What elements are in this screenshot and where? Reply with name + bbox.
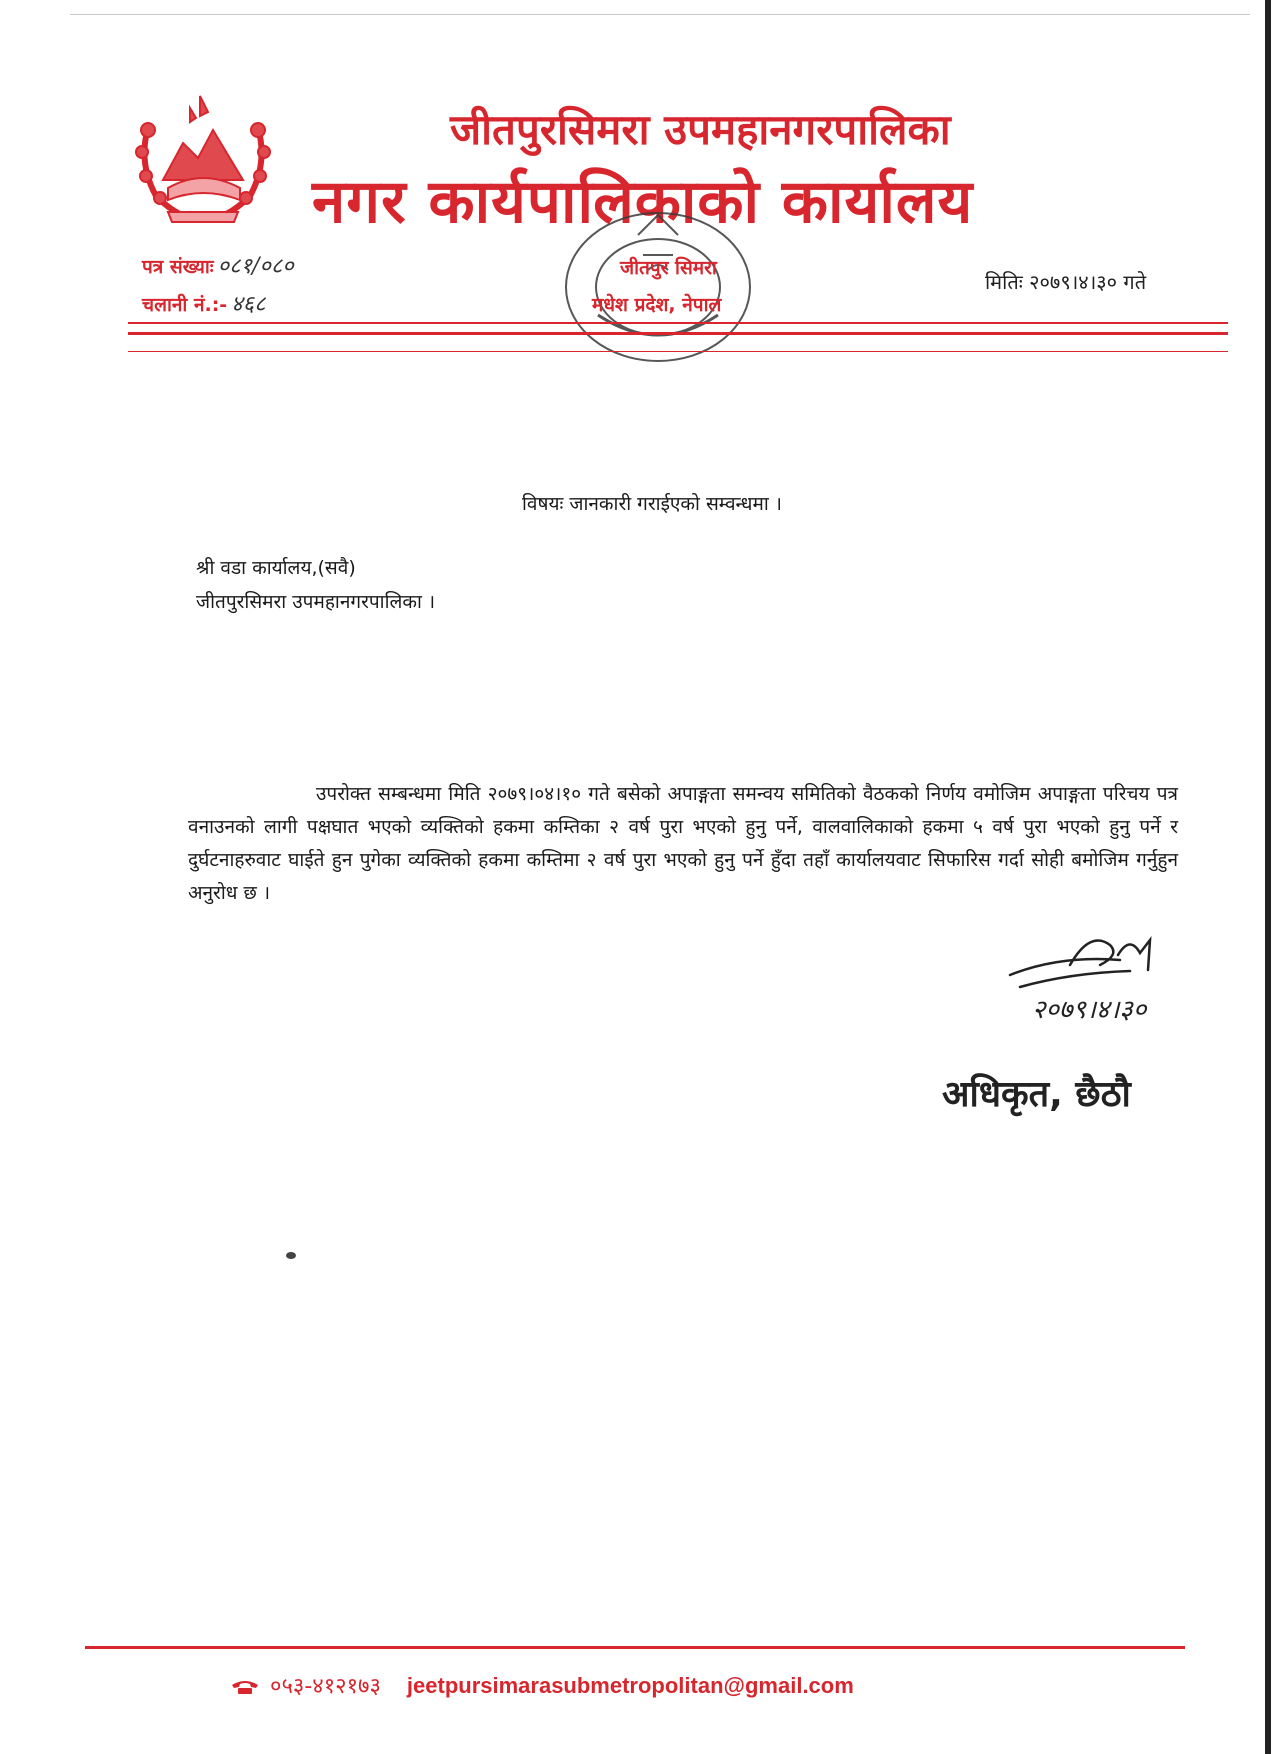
footer-contact (230, 1670, 854, 1700)
signature-date: २०७९।४।३० (1032, 995, 1147, 1025)
scan-speck (286, 1252, 296, 1259)
dispatch-number (142, 288, 266, 318)
stamp-municipality-text: जीतपुर सिमरा (620, 257, 717, 279)
letter-number (142, 250, 294, 280)
subject-line: विषयः जानकारी गराईएको सम्वन्धमा । (522, 493, 783, 515)
header-rule-thin (128, 351, 1228, 352)
body-text: उपरोक्त सम्बन्धमा मिति २०७९।०४।१० गते बसेको अपाङ्गता समन्वय समितिको वैठकको निर्णय वमोजिम अपाङ्गता परिचय पत्र वनाउनको लागी पक्षघात भएको व्यक्तिको हकमा कम्तिका २ वर्ष पुरा भएको हुनु पर्ने, वालवालिकाको हकमा ५ वर्ष पुरा भएको हुनु पर्ने र दुर्घटनाहरुवाट घाईते हुन पुगेका व्यक्तिको हकमा कम्तिमा २ वर्ष पुरा भएको हुनु पर्ने हुँदा तहाँ कार्यालयवाट सिफारिस गर्दा सोही बमोजिम गर्नुहुन अनुरोध छ । (188, 783, 1178, 904)
header-rule-top (128, 322, 1228, 324)
footer-email[interactable]: jeetpursimarasubmetropolitan@gmail.com (406, 1673, 854, 1698)
municipality-name: जीतपुरसिमरा उपमहानगरपालिका (450, 105, 951, 154)
office-stamp-icon (558, 205, 758, 370)
office-name: नगर कार्यपालिकाको कार्यालय (312, 167, 974, 237)
scan-right-edge (1265, 0, 1271, 1754)
header-rule-bottom (128, 332, 1228, 335)
nepal-emblem-icon (128, 88, 278, 228)
footer-phone: ०५३-४१२१७३ (270, 1674, 381, 1699)
letter-number-value: ०८१/०८० (217, 254, 294, 279)
top-scan-edge (70, 14, 1250, 15)
addressee-line-2: जीतपुरसिमरा उपमहानगरपालिका । (196, 591, 436, 613)
letter-number-label: पत्र संख्याः (142, 256, 214, 278)
letter-date: मितिः २०७९।४।३० गते (985, 270, 1147, 294)
signatory-title: अधिकृत, छैठौ (942, 1074, 1131, 1115)
phone-icon (230, 1679, 260, 1695)
dispatch-number-value: ४६८ (231, 292, 266, 317)
dispatch-number-label: चलानी नं.:- (142, 294, 228, 316)
addressee-line-1: श्री वडा कार्यालय,(सवै) (196, 557, 356, 579)
body-paragraph (188, 778, 1178, 910)
stamp-province-text: मधेश प्रदेश, नेपाल (592, 294, 722, 316)
footer-rule (85, 1646, 1185, 1649)
